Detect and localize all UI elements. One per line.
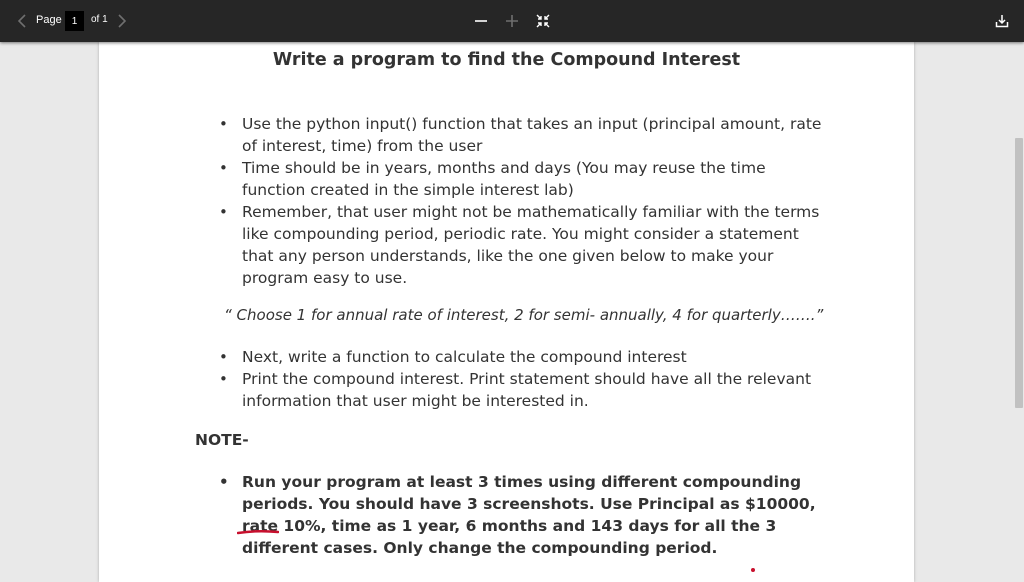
- instructions-list: [219, 113, 829, 289]
- chevron-left-icon: [17, 14, 27, 28]
- list-item: • Time should be in years, months and days (You may reuse the time function created in the simple interest lab): [219, 157, 829, 201]
- chevron-right-icon: [117, 14, 127, 28]
- page-number-input[interactable]: 1: [65, 11, 84, 31]
- minus-icon: [474, 14, 488, 28]
- fit-to-page-button[interactable]: [533, 11, 553, 31]
- list-item: • Next, write a function to calculate the compound interest: [219, 346, 829, 368]
- scrollbar-thumb[interactable]: [1015, 138, 1023, 408]
- download-button[interactable]: [992, 11, 1012, 31]
- note-heading: NOTE-: [195, 431, 249, 449]
- page-label: Page: [36, 14, 62, 26]
- ink-underline-annotation: [237, 527, 279, 537]
- fit-page-icon: [536, 14, 550, 28]
- previous-page-button[interactable]: [12, 11, 32, 31]
- list-item: • Run your program at least 3 times using different compounding periods. You should have 3 screenshots. Use Principal as $10000, rate 10%, time as 1 year, 6 months and 143 days for all the 3 different cases. Only change the compounding period.: [219, 471, 829, 559]
- download-icon: [995, 14, 1009, 28]
- list-item: • Use the python input() function that takes an input (principal amount, rate of interest, time) from the user: [219, 113, 829, 157]
- document-page: [99, 42, 914, 582]
- instructions-list-2: [219, 346, 829, 412]
- ink-dot-annotation: [751, 568, 755, 572]
- zoom-in-button[interactable]: [502, 11, 522, 31]
- page-count: of 1: [91, 14, 108, 25]
- next-page-button[interactable]: [112, 11, 132, 31]
- plus-icon: [505, 14, 519, 28]
- zoom-out-button[interactable]: [471, 11, 491, 31]
- document-title: Write a program to find the Compound Interest: [272, 50, 741, 70]
- list-item: • Remember, that user might not be mathematically familiar with the terms like compounding period, periodic rate. You might consider a statement that any person understands, like the one given below to make your program easy to use.: [219, 201, 829, 289]
- example-quote: “ Choose 1 for annual rate of interest, 2 for semi- annually, 4 for quarterly…….”: [224, 306, 824, 324]
- pdf-toolbar: [0, 0, 1024, 42]
- list-item: • Print the compound interest. Print statement should have all the relevant information that user might be interested in.: [219, 368, 829, 412]
- note-list: [219, 471, 829, 559]
